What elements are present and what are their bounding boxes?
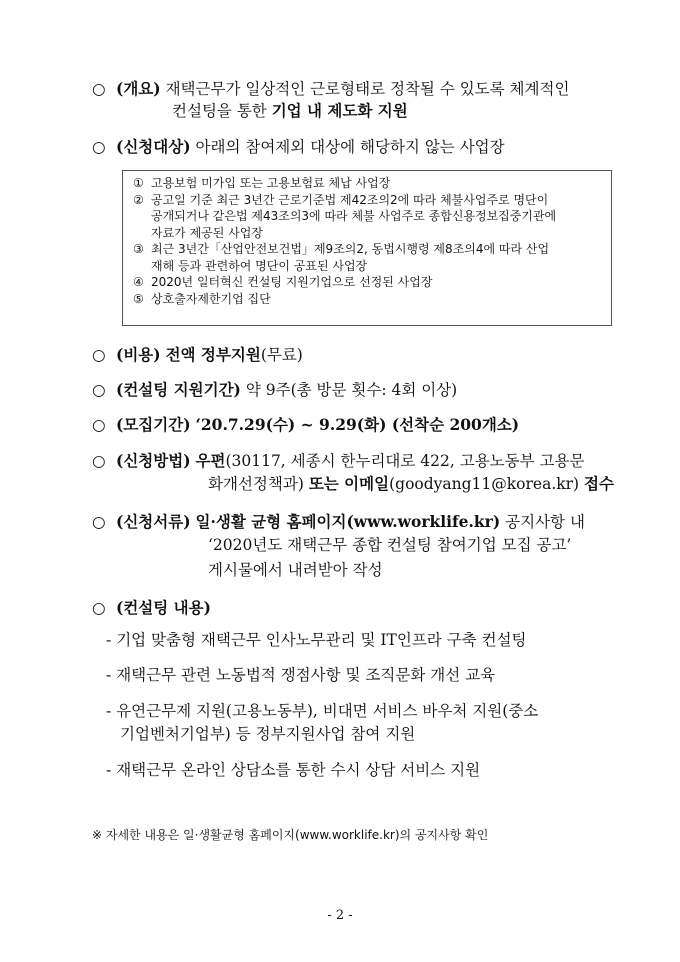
- exclusion-item: [133, 175, 601, 192]
- recruit-label: (모집기간): [116, 415, 191, 434]
- exclusion-text: 공고일 기준 최근 3년간 근로기준법 제42조의2에 따라 체불사업주로 명단이: [151, 192, 549, 207]
- period-label: (컨설팅 지원기간): [116, 380, 241, 399]
- method-post-address: (30117, 세종시 한누리대로 422, 고용노동부 고용문: [225, 452, 585, 470]
- documents-line3: 게시물에서 내려받아 작성: [208, 561, 383, 579]
- circle-bullet-icon: ○: [92, 80, 106, 98]
- dash-bullet: -: [106, 631, 112, 649]
- circle-bullet-icon: ○: [92, 416, 106, 434]
- exclusion-number: ⑤: [133, 291, 144, 306]
- dash-bullet: -: [106, 761, 112, 779]
- period-text: 약 9주(총 방문 횟수: 4회 이상): [245, 381, 458, 399]
- exclusion-item: [133, 241, 601, 258]
- method-label: (신청방법): [116, 451, 191, 470]
- exclusion-text: 공개되거나 같은법 제43조의3에 따라 체불 사업주로 종합신용정보집중기관에: [151, 209, 557, 223]
- exclusion-number: ①: [133, 176, 144, 190]
- documents-text1: 공지사항 내: [505, 513, 585, 531]
- content-item: [106, 626, 620, 654]
- content-item-cont: 기업벤처기업부) 등 정부지원사업 참여 지원: [120, 725, 416, 743]
- exclusion-item-cont: [133, 258, 601, 275]
- exclusion-text: 재해 등과 관련하여 명단이 공표된 사업장: [151, 258, 368, 273]
- content-item-text: 재택근무 관련 노동법적 쟁점사항 및 조직문화 개선 교육: [116, 666, 496, 684]
- cost-highlight: 전액 정부지원: [165, 345, 261, 364]
- documents-label: (신청서류): [116, 512, 191, 531]
- overview-text-line2: 컨설팅을 통한: [172, 102, 267, 120]
- overview-label: (개요): [116, 79, 161, 98]
- method-email: (goodyang11@korea.kr): [389, 475, 580, 493]
- page-number: - 2 -: [327, 908, 353, 923]
- circle-bullet-icon: ○: [92, 346, 106, 364]
- exclusion-number: ④: [133, 275, 144, 289]
- exclusion-item: [133, 192, 601, 209]
- eligibility-label: (신청대상): [116, 137, 191, 156]
- exclusion-item: [133, 291, 601, 308]
- content-item-text: 기업 맞춤형 재택근무 인사노무관리 및 IT인프라 구축 컨설팅: [116, 631, 527, 649]
- exclusion-item-cont: [133, 225, 601, 242]
- circle-bullet-icon: ○: [92, 138, 106, 156]
- content-item-text: 유연근무제 지원(고용노동부), 비대면 서비스 바우처 지원(중소: [116, 702, 539, 720]
- section-period: [92, 376, 620, 404]
- section-cost: [92, 341, 620, 369]
- exclusion-text: 자료가 제공된 사업장: [151, 225, 263, 240]
- section-eligibility: [92, 133, 620, 161]
- overview-text-line1: 재택근무가 일상적인 근로형태로 정착될 수 있도록 체계적인: [165, 80, 570, 98]
- exclusion-text: 2020년 일터혁신 컨설팅 지원기업으로 선정된 사업장: [151, 275, 433, 289]
- section-recruit: [92, 411, 620, 439]
- documents-site: 일·생활 균형 홈페이지(www.worklife.kr): [195, 512, 501, 531]
- method-line2: [208, 471, 614, 497]
- exclusion-box: [122, 170, 612, 326]
- exclusion-number: ③: [133, 242, 144, 256]
- method-submit: 접수: [584, 474, 614, 493]
- exclusion-text: 상호출자제한기업 집단: [151, 291, 271, 306]
- circle-bullet-icon: ○: [92, 513, 106, 531]
- method-post-label: 우편: [195, 451, 226, 470]
- exclusion-text: 고용보험 미가입 또는 고용보험료 체납 사업장: [151, 176, 391, 190]
- exclusion-text: 최근 3년간「산업안전보건법」제9조의2, 동법시행령 제8조의4에 따라 산업: [151, 242, 550, 256]
- exclusion-item-cont: [133, 208, 601, 225]
- method-or-email: 또는 이메일: [308, 474, 390, 493]
- footnote: ※ 자세한 내용은 일·생활균형 홈페이지(www.worklife.kr)의 공지사항 확인: [92, 828, 489, 842]
- dash-bullet: -: [106, 666, 112, 684]
- cost-rest: (무료): [260, 346, 303, 364]
- dash-bullet: -: [106, 702, 112, 720]
- content-label: (컨설팅 내용): [116, 598, 211, 617]
- circle-bullet-icon: ○: [92, 599, 106, 617]
- circle-bullet-icon: ○: [92, 381, 106, 399]
- section-content: [92, 594, 620, 622]
- overview-line2: [172, 98, 408, 124]
- exclusion-number: ②: [133, 192, 144, 207]
- content-item: [106, 661, 620, 689]
- overview-highlight: 기업 내 제도화 지원: [271, 101, 408, 120]
- cost-label: (비용): [116, 345, 161, 364]
- eligibility-text: 아래의 참여제외 대상에 해당하지 않는 사업장: [195, 138, 505, 156]
- circle-bullet-icon: ○: [92, 452, 106, 470]
- content-item: [106, 756, 620, 784]
- documents-line2: ‘2020년도 재택근무 종합 컨설팅 참여기업 모집 공고’: [208, 536, 572, 554]
- recruit-text: ‘20.7.29(수) ~ 9.29(화) (선착순 200개소): [195, 415, 520, 434]
- content-item-text: 재택근무 온라인 상담소를 통한 수시 상담 서비스 지원: [116, 761, 481, 779]
- exclusion-item: [133, 274, 601, 291]
- method-department: 화개선정책과): [208, 475, 304, 493]
